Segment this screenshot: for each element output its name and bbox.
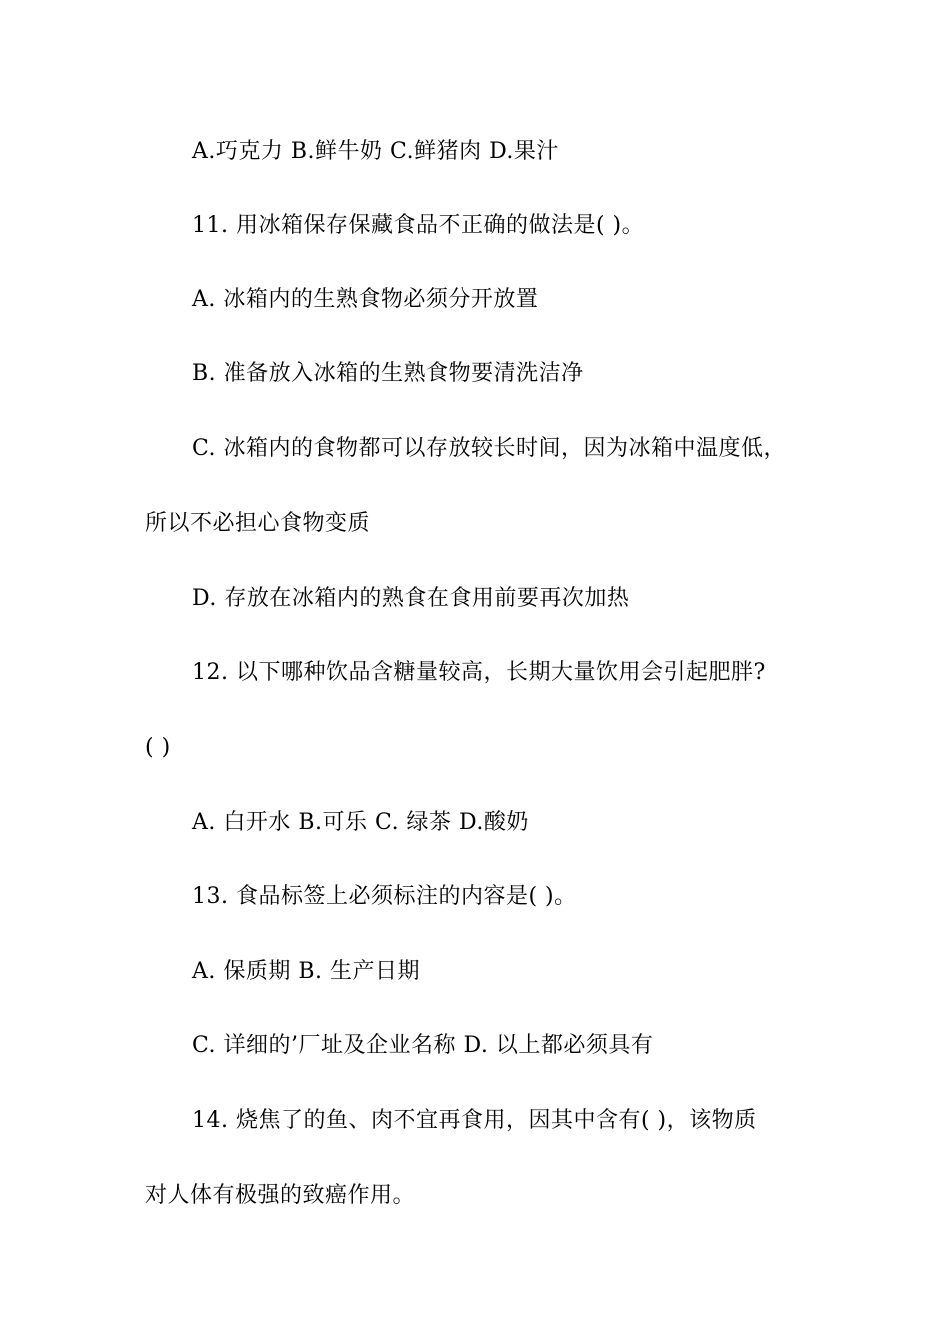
q12-question-line1: 12. 以下哪种饮品含糖量较高，长期大量饮用会引起肥胖? bbox=[192, 660, 766, 685]
q13-options-ab: A. 保质期 B. 生产日期 bbox=[192, 959, 421, 984]
q11-option-c-line1: C. 冰箱内的食物都可以存放较长时间，因为冰箱中温度低， bbox=[192, 436, 787, 461]
q11-option-a: A. 冰箱内的生熟食物必须分开放置 bbox=[192, 287, 539, 312]
q11-option-b: B. 准备放入冰箱的生熟食物要清洗洁净 bbox=[192, 361, 584, 386]
q14-question-line2: 对人体有极强的致癌作用。 bbox=[145, 1183, 416, 1208]
q11-option-d: D. 存放在冰箱内的熟食在食用前要再次加热 bbox=[192, 586, 630, 611]
q13-question: 13. 食品标签上必须标注的内容是( )。 bbox=[192, 884, 577, 909]
q11-option-c-line2: 所以不必担心食物变质 bbox=[145, 511, 371, 536]
q12-question-line2: ( ) bbox=[145, 735, 171, 760]
q10-options: A.巧克力 B.鲜牛奶 C.鲜猪肉 D.果汁 bbox=[192, 139, 559, 164]
q14-question-line1: 14. 烧焦了的鱼、肉不宜再食用，因其中含有( )，该物质 bbox=[192, 1108, 757, 1133]
q11-question: 11. 用冰箱保存保藏食品不正确的做法是( )。 bbox=[192, 213, 645, 238]
q13-options-cd: C. 详细的’厂址及企业名称 D. 以上都必须具有 bbox=[192, 1033, 654, 1058]
q12-options: A. 白开水 B.可乐 C. 绿茶 D.酸奶 bbox=[192, 810, 529, 835]
